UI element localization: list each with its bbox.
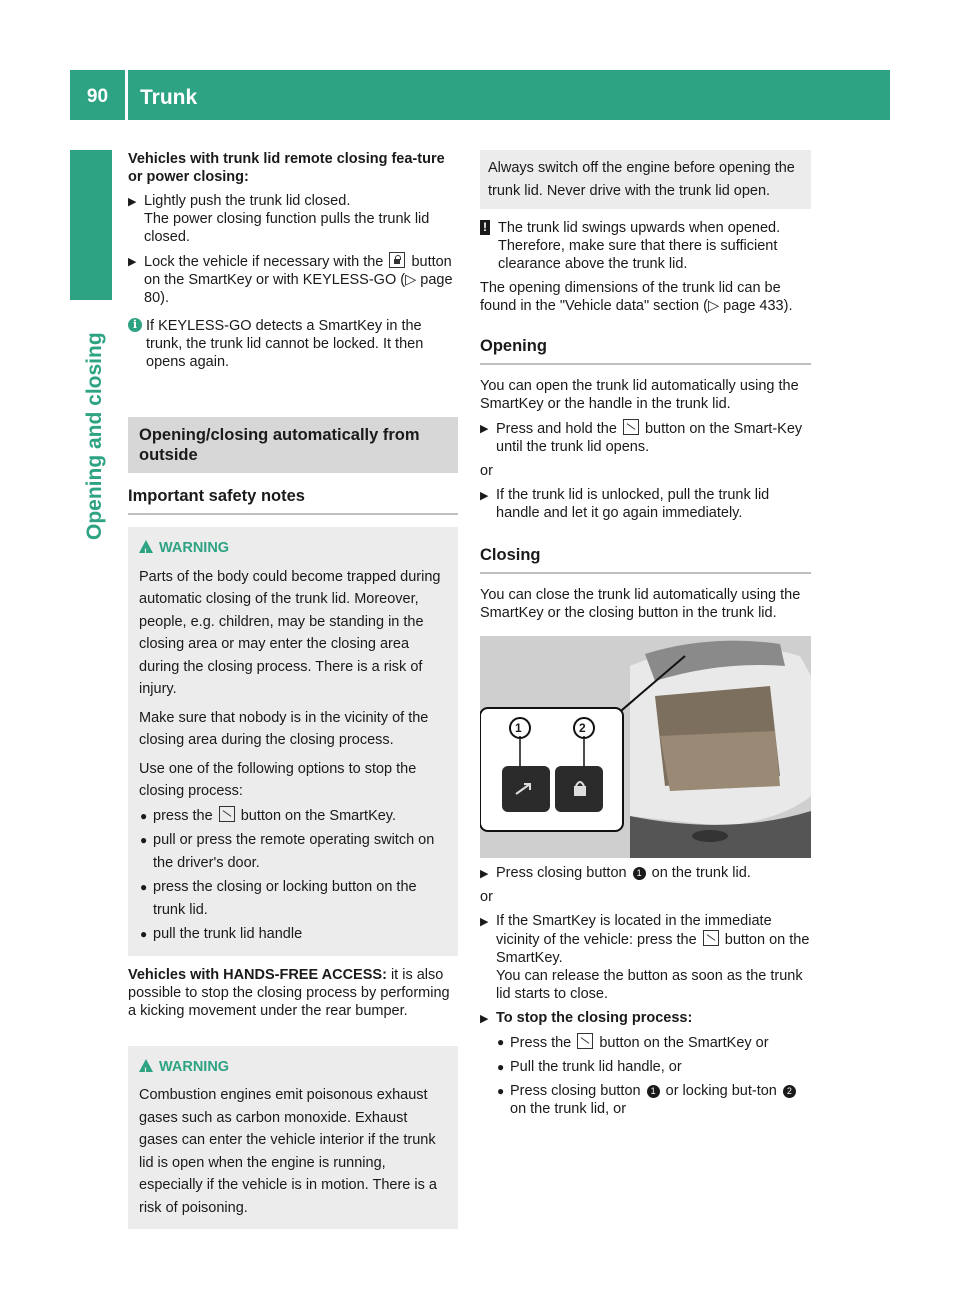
callout-1-icon: 1: [633, 867, 646, 880]
warning-paragraph: Make sure that nobody is in the vicinity of the closing area during the closing process.: [139, 709, 429, 748]
list-item: [496, 1033, 811, 1052]
bullet-text-cont: button on the SmartKey or: [599, 1035, 769, 1051]
bullet-text: press the closing or locking button on the trunk lid.: [153, 879, 417, 918]
step-text: Lock the vehicle if necessary with the: [144, 254, 384, 270]
header-divider: [125, 70, 128, 120]
page-ref-arrow-icon: ▷: [405, 272, 417, 288]
right-column: [480, 150, 811, 1118]
bullet-icon: ●: [140, 880, 148, 894]
warning-paragraph: Parts of the body could become trapped during automatic closing of the trunk lid. Moreover, people, e.g. children, may be standing in the closing area or may enter the closing area during the closing process. There is a risk of injury.: [139, 568, 441, 697]
step-text-cont: button on the SmartKey or with KEYLESS-GO (: [144, 254, 452, 288]
closing-text: You can close the trunk lid automatically using the SmartKey or the closing button in the trunk lid.: [480, 587, 801, 621]
step-text: If the trunk lid is unlocked, pull the trunk lid handle and let it go again immediately.: [496, 487, 770, 521]
list-item: [496, 1058, 811, 1076]
bullet-text: press the: [153, 807, 213, 824]
step-text-cont: on the trunk lid.: [651, 865, 751, 881]
warning-title-text: WARNING: [159, 540, 230, 556]
info-note: [128, 317, 458, 371]
dimensions-paragraph: [480, 279, 811, 315]
warning-box-trapped: [128, 527, 458, 956]
dimensions-text: The opening dimensions of the trunk lid can be found in the "Vehicle data" section (: [480, 280, 781, 314]
hands-free-paragraph: [128, 966, 458, 1020]
info-icon: i: [128, 318, 142, 332]
page-number-box: [70, 70, 125, 120]
step-lock-vehicle: [128, 252, 458, 307]
step-press-hold: [480, 419, 811, 456]
callout-2: 2: [579, 721, 586, 735]
left-column: [128, 150, 458, 1229]
bullet-text: pull or press the remote operating switch on the driver's door.: [153, 832, 435, 871]
bullet-text: Press the: [510, 1035, 572, 1051]
step-press-closing-button: [480, 864, 811, 882]
bullet-icon: ●: [497, 1060, 505, 1074]
chapter-label: Opening and closing: [83, 332, 106, 540]
arrow-icon: ▶: [480, 868, 489, 880]
bullet-icon: ●: [140, 927, 148, 941]
warning-title: [139, 537, 448, 560]
list-item: [496, 1082, 811, 1118]
step-text: Press closing button: [496, 865, 627, 881]
trunk-photo: [480, 636, 811, 858]
hands-free-text: it is also possible to stop the closing process by performing a kicking movement under the rear bumper.: [128, 966, 450, 1019]
bullet-icon: ●: [140, 808, 148, 823]
step-text: If the SmartKey is located in the immediate vicinity of the vehicle: press the: [496, 913, 772, 948]
arrow-icon: ▶: [128, 196, 137, 208]
warning-paragraph: Use one of the following options to stop the closing process:: [139, 760, 417, 799]
page-reference[interactable]: page 433).: [723, 298, 793, 314]
step-push-closed: [128, 192, 458, 246]
warning-box-poisoning: [128, 1046, 458, 1230]
photo-code: P80.61-2569-31: [742, 841, 807, 851]
step-text: Lightly push the trunk lid closed.: [144, 193, 351, 209]
callout-1: 1: [515, 721, 522, 735]
warning-icon: [139, 540, 153, 553]
opening-heading: Opening: [480, 337, 811, 365]
page-title: Trunk: [140, 86, 198, 109]
trunk-icon: [623, 419, 639, 435]
stop-closing-heading: [480, 1009, 811, 1027]
arrow-icon: ▶: [128, 256, 137, 268]
step-text-cont: button on the SmartKey.: [496, 932, 810, 966]
or-separator: or: [480, 889, 493, 905]
bullet-text-cont: or locking but-ton: [665, 1083, 777, 1099]
trunk-icon: [577, 1033, 593, 1049]
list-item: [139, 805, 448, 828]
step-pull-handle: [480, 486, 811, 522]
warning-title-text: WARNING: [159, 1058, 230, 1075]
bullet-text: Pull the trunk lid handle, or: [510, 1059, 682, 1075]
arrow-icon: ▶: [480, 1013, 489, 1025]
step-detail: You can release the button as soon as the trunk lid starts to close.: [496, 968, 803, 1002]
hands-free-label: Vehicles with HANDS-FREE ACCESS:: [128, 966, 387, 983]
warning-icon: [139, 1059, 153, 1072]
exclamation-icon: !: [480, 220, 490, 235]
list-item: [139, 923, 448, 946]
step-text: Press and hold the: [496, 421, 617, 437]
page-ref-arrow-icon: ▷: [707, 298, 720, 314]
lock-icon: [389, 252, 405, 268]
opening-text: You can open the trunk lid automatically using the SmartKey or the handle in the trunk lid.: [480, 378, 799, 412]
step-smartkey-close: [480, 912, 811, 1003]
bullet-text: Press closing button: [510, 1083, 641, 1099]
section-title: Opening/closing automatically from outside: [128, 417, 458, 473]
arrow-icon: ▶: [480, 423, 489, 435]
step-detail: The power closing function pulls the trunk lid closed.: [144, 211, 430, 245]
or-separator: or: [480, 463, 493, 479]
step-heading: To stop the closing process:: [496, 1010, 693, 1026]
subsection-title: Important safety notes: [128, 487, 458, 515]
intro-heading: Vehicles with trunk lid remote closing fea-ture or power closing:: [128, 151, 445, 185]
bullet-icon: ●: [497, 1035, 505, 1049]
trunk-illustration: [480, 636, 811, 858]
warning-title: [139, 1056, 448, 1079]
step-text-cont: button on the Smart-Key until the trunk lid opens.: [496, 421, 803, 455]
arrow-icon: ▶: [480, 490, 489, 502]
list-item: [139, 829, 448, 874]
bullet-text-cont: button on the SmartKey.: [240, 807, 397, 824]
bullet-icon: ●: [497, 1084, 505, 1098]
page-reference[interactable]: page 80).: [144, 272, 453, 306]
callout-2-icon: 2: [783, 1085, 796, 1098]
page-number: 90: [86, 86, 109, 107]
info-text: If KEYLESS-GO detects a SmartKey in the trunk, the trunk lid cannot be locked. It then opens again.: [146, 318, 424, 370]
engine-note-box: Always switch off the engine before opening the trunk lid. Never drive with the trunk lid open.: [480, 150, 811, 209]
trunk-icon: [219, 806, 235, 822]
bullet-icon: ●: [140, 833, 148, 847]
warning-paragraph: Combustion engines emit poisonous exhaust gases such as carbon monoxide. Exhaust gases can enter the vehicle interior if the trunk lid is open when the engine is running, especially if the vehicle is in motion. There is a risk of poisoning.: [139, 1087, 437, 1216]
closing-heading: Closing: [480, 546, 811, 574]
trunk-icon: [703, 930, 719, 946]
arrow-icon: ▶: [480, 916, 489, 928]
list-item: [139, 876, 448, 921]
caution-note: [480, 219, 811, 273]
bullet-text: pull the trunk lid handle: [153, 926, 303, 942]
caution-text: The trunk lid swings upwards when opened. Therefore, make sure that there is sufficient clearance above the trunk lid.: [498, 220, 781, 272]
callout-1-icon: 1: [647, 1085, 660, 1098]
bullet-text-end: on the trunk lid, or: [510, 1101, 627, 1117]
